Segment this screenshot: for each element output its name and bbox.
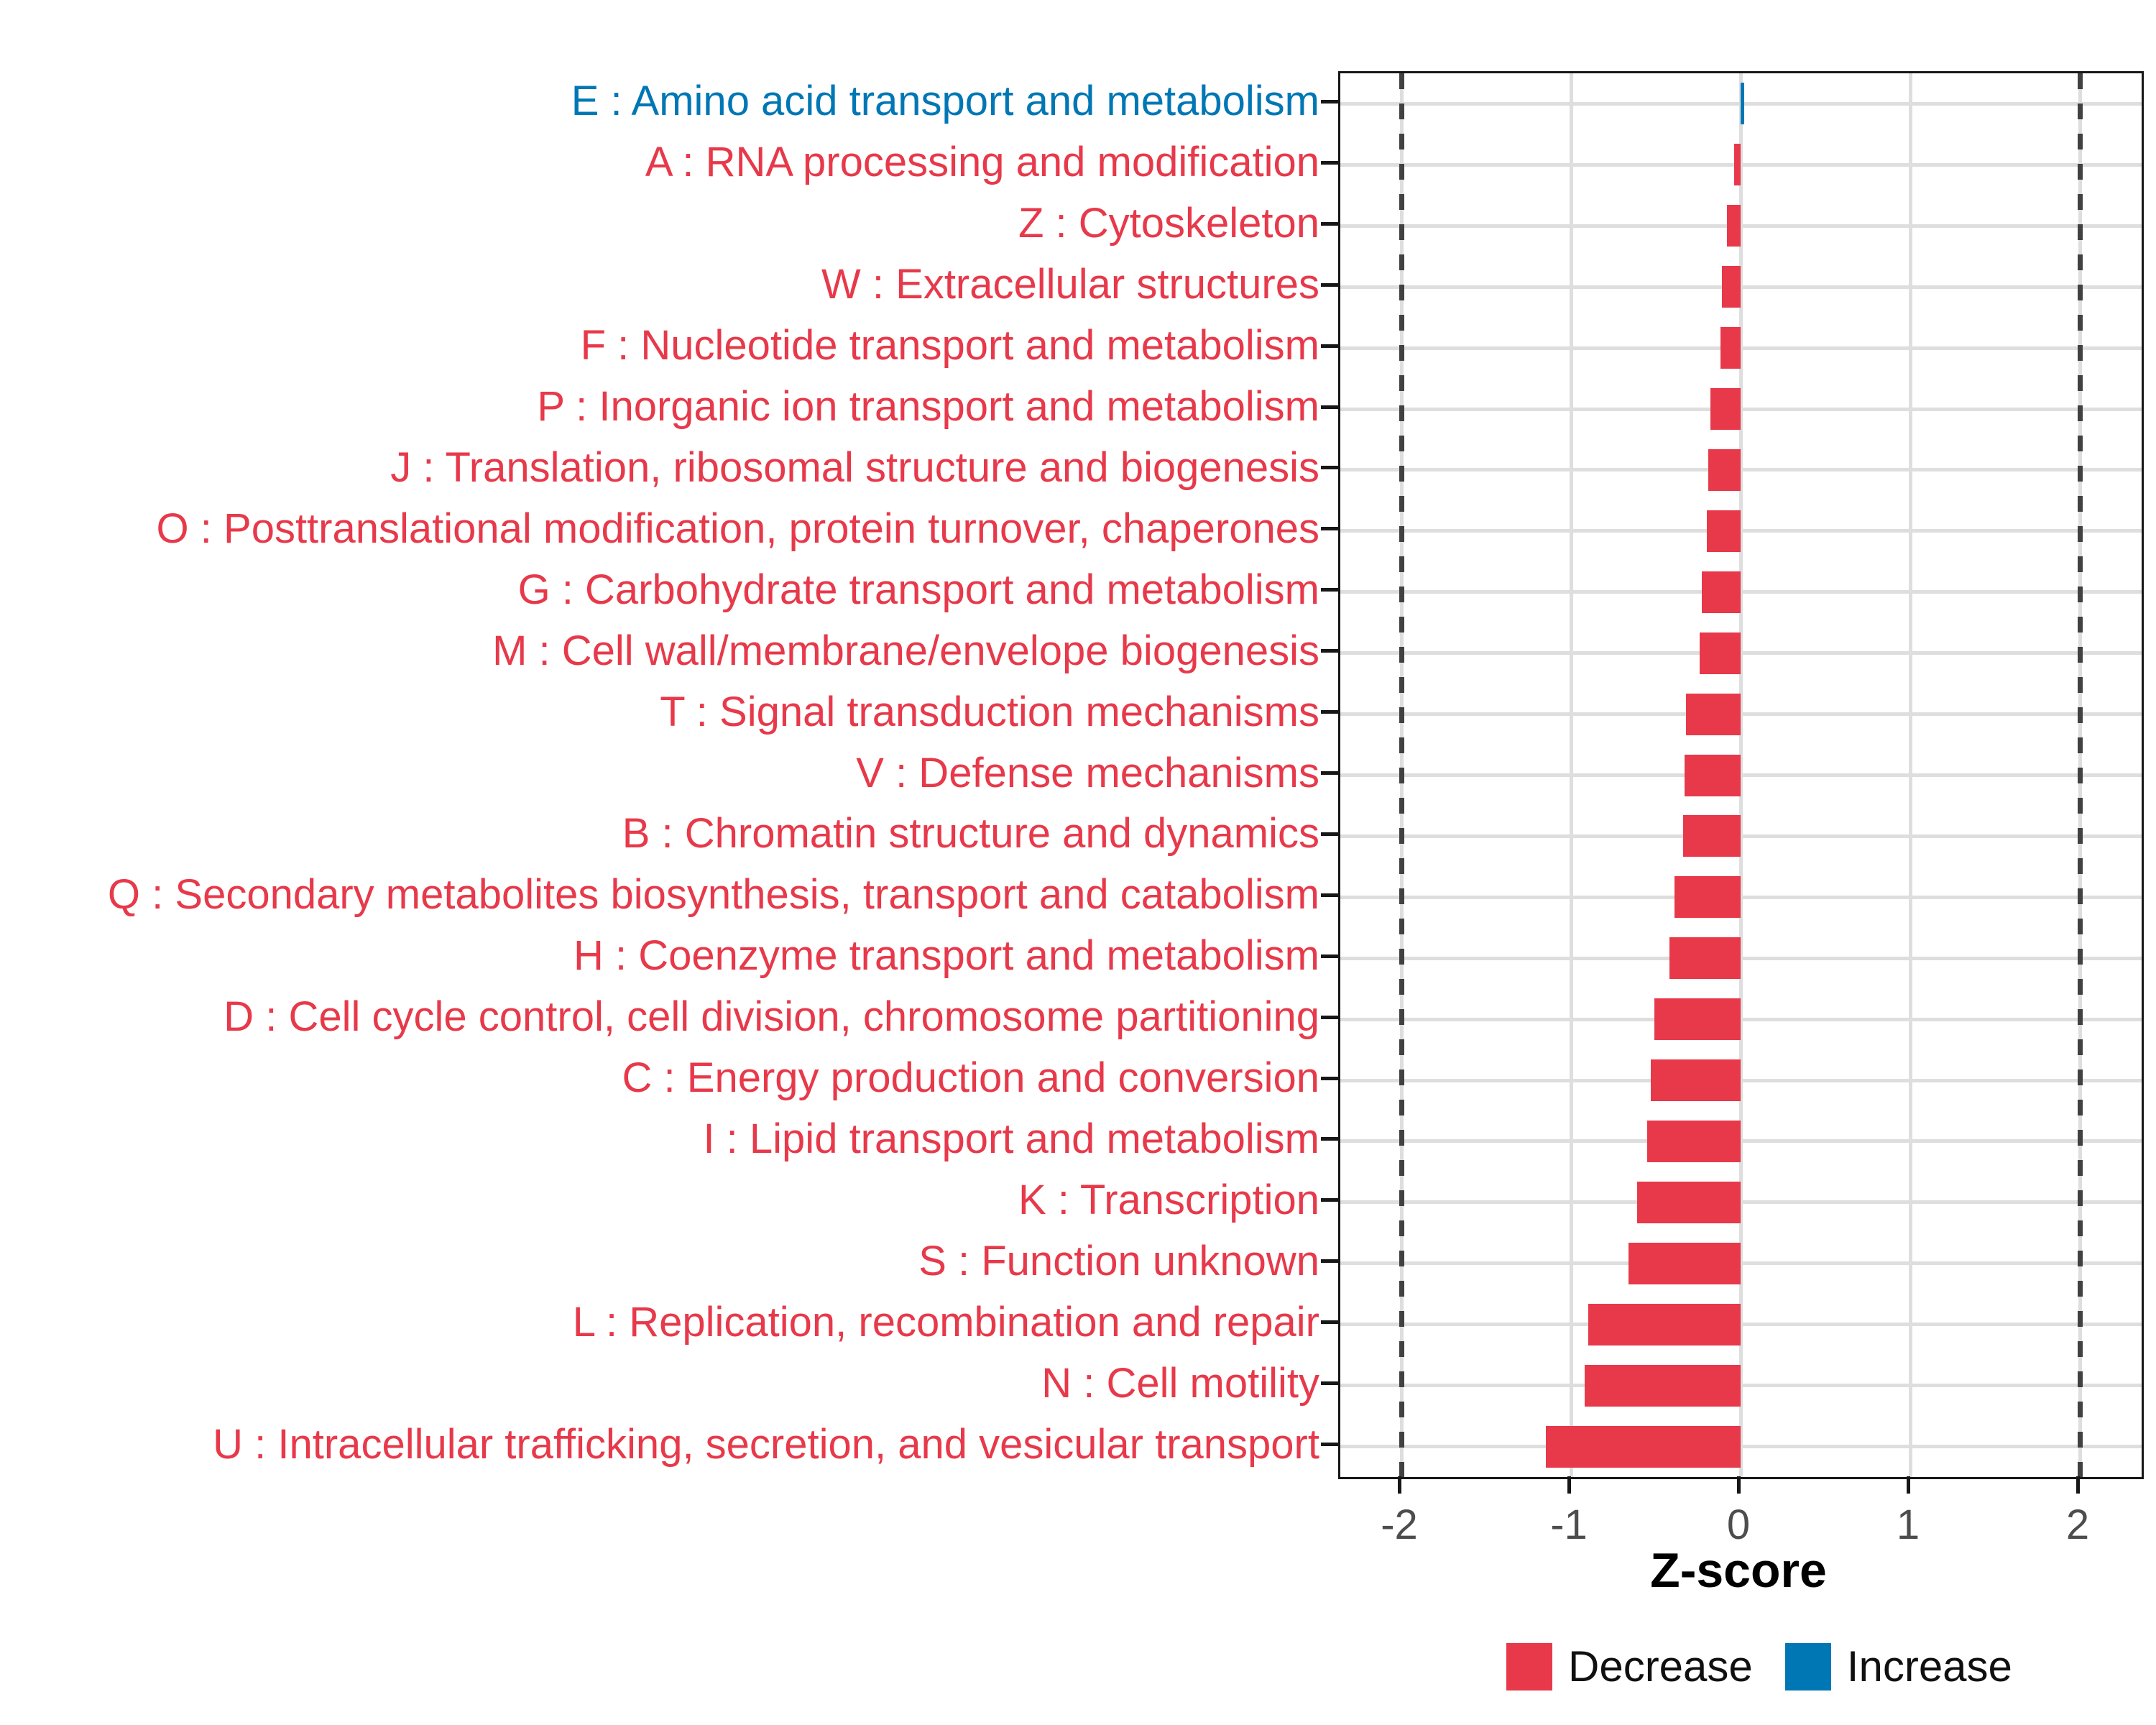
bar-V bbox=[1685, 755, 1741, 796]
y-tick bbox=[1321, 161, 1338, 165]
y-tick bbox=[1321, 1137, 1338, 1141]
bar-Z bbox=[1727, 205, 1741, 247]
y-axis-label-S: S : Function unknown bbox=[918, 1237, 1319, 1284]
y-axis-label-U: U : Intracellular trafficking, secretion, and vesicular transport bbox=[213, 1420, 1319, 1468]
v-gridline bbox=[1570, 73, 1573, 1477]
y-axis-label-V: V : Defense mechanisms bbox=[856, 749, 1319, 796]
x-tick bbox=[1907, 1476, 1910, 1494]
y-tick bbox=[1321, 710, 1338, 714]
decrease-color-swatch bbox=[1506, 1643, 1552, 1690]
y-tick bbox=[1321, 1259, 1338, 1263]
y-tick bbox=[1321, 344, 1338, 348]
x-tick bbox=[1567, 1476, 1571, 1494]
y-axis-label-D: D : Cell cycle control, cell division, chromosome partitioning bbox=[224, 993, 1319, 1041]
y-tick bbox=[1321, 283, 1338, 287]
bar-H bbox=[1669, 937, 1741, 979]
y-tick bbox=[1321, 649, 1338, 653]
x-tick-label: -2 bbox=[1381, 1501, 1418, 1548]
y-tick bbox=[1321, 1381, 1338, 1385]
bar-L bbox=[1588, 1304, 1741, 1346]
y-axis-label-O: O : Posttranslational modification, protein turnover, chaperones bbox=[156, 505, 1319, 552]
x-axis-title: Z-score bbox=[1650, 1543, 1827, 1598]
y-tick bbox=[1321, 954, 1338, 958]
bar-J bbox=[1708, 449, 1741, 491]
bar-U bbox=[1546, 1426, 1741, 1468]
bar-C bbox=[1651, 1059, 1741, 1101]
y-axis-label-H: H : Coenzyme transport and metabolism bbox=[573, 932, 1319, 980]
plot-panel bbox=[1338, 71, 2144, 1479]
y-tick bbox=[1321, 1443, 1338, 1446]
y-axis-label-B: B : Chromatin structure and dynamics bbox=[622, 810, 1319, 857]
decrease-label: Decrease bbox=[1568, 1642, 1753, 1690]
y-tick bbox=[1321, 1016, 1338, 1019]
legend-item-decrease bbox=[1506, 1642, 1753, 1691]
y-tick bbox=[1321, 1077, 1338, 1080]
bar-T bbox=[1686, 694, 1741, 735]
legend-item-increase bbox=[1785, 1642, 2012, 1691]
y-axis-label-W: W : Extracellular structures bbox=[821, 261, 1319, 308]
y-tick bbox=[1321, 1320, 1338, 1324]
increase-label: Increase bbox=[1846, 1642, 2012, 1690]
y-tick bbox=[1321, 588, 1338, 592]
bar-G bbox=[1702, 571, 1741, 613]
y-axis-label-J: J : Translation, ribosomal structure and biogenesis bbox=[390, 443, 1319, 491]
y-axis-label-L: L : Replication, recombination and repair bbox=[572, 1298, 1319, 1346]
x-tick-label: -1 bbox=[1550, 1501, 1588, 1548]
y-tick bbox=[1321, 893, 1338, 897]
y-axis-label-N: N : Cell motility bbox=[1041, 1359, 1319, 1407]
y-axis-label-F: F : Nucleotide transport and metabolism bbox=[580, 322, 1319, 369]
y-tick bbox=[1321, 832, 1338, 836]
y-axis-label-T: T : Signal transduction mechanisms bbox=[660, 688, 1319, 735]
bar-K bbox=[1637, 1182, 1741, 1223]
reference-line bbox=[1399, 73, 1404, 1477]
reference-line bbox=[2078, 73, 2083, 1477]
bar-E bbox=[1741, 83, 1744, 124]
bar-O bbox=[1707, 510, 1741, 552]
y-axis-label-M: M : Cell wall/membrane/envelope biogenesis bbox=[492, 627, 1319, 674]
y-axis-label-K: K : Transcription bbox=[1018, 1176, 1319, 1223]
y-tick bbox=[1321, 466, 1338, 469]
y-tick bbox=[1321, 222, 1338, 226]
bar-M bbox=[1700, 632, 1741, 674]
y-tick bbox=[1321, 771, 1338, 775]
bar-Q bbox=[1674, 876, 1741, 918]
x-tick-label: 0 bbox=[1726, 1501, 1751, 1548]
y-axis-label-G: G : Carbohydrate transport and metabolism bbox=[517, 566, 1319, 613]
y-axis-label-P: P : Inorganic ion transport and metabolism bbox=[537, 383, 1319, 431]
bar-I bbox=[1647, 1121, 1741, 1162]
bar-A bbox=[1734, 144, 1741, 185]
y-axis-label-C: C : Energy production and conversion bbox=[622, 1054, 1319, 1102]
y-tick bbox=[1321, 527, 1338, 530]
y-tick bbox=[1321, 1198, 1338, 1202]
y-axis-label-E: E : Amino acid transport and metabolism bbox=[571, 78, 1319, 125]
x-tick-label: 2 bbox=[2065, 1501, 2090, 1548]
y-axis-label-Q: Q : Secondary metabolites biosynthesis, transport and catabolism bbox=[107, 871, 1319, 919]
y-axis-label-I: I : Lipid transport and metabolism bbox=[703, 1115, 1319, 1162]
bar-N bbox=[1585, 1365, 1741, 1407]
x-tick-label: 1 bbox=[1896, 1501, 1920, 1548]
bar-F bbox=[1720, 327, 1741, 369]
bar-S bbox=[1628, 1243, 1741, 1284]
x-tick bbox=[2076, 1476, 2080, 1494]
y-tick bbox=[1321, 405, 1338, 409]
y-axis-label-Z: Z : Cytoskeleton bbox=[1018, 200, 1319, 247]
bar-P bbox=[1710, 388, 1741, 430]
legend bbox=[1506, 1642, 2012, 1691]
x-tick bbox=[1398, 1476, 1401, 1494]
bar-D bbox=[1654, 998, 1741, 1040]
increase-color-swatch bbox=[1785, 1643, 1831, 1690]
x-tick bbox=[1737, 1476, 1741, 1494]
y-axis-label-A: A : RNA processing and modification bbox=[645, 139, 1319, 186]
y-tick bbox=[1321, 100, 1338, 104]
bar-W bbox=[1722, 266, 1741, 308]
bar-B bbox=[1683, 815, 1741, 857]
v-gridline bbox=[1909, 73, 1912, 1477]
